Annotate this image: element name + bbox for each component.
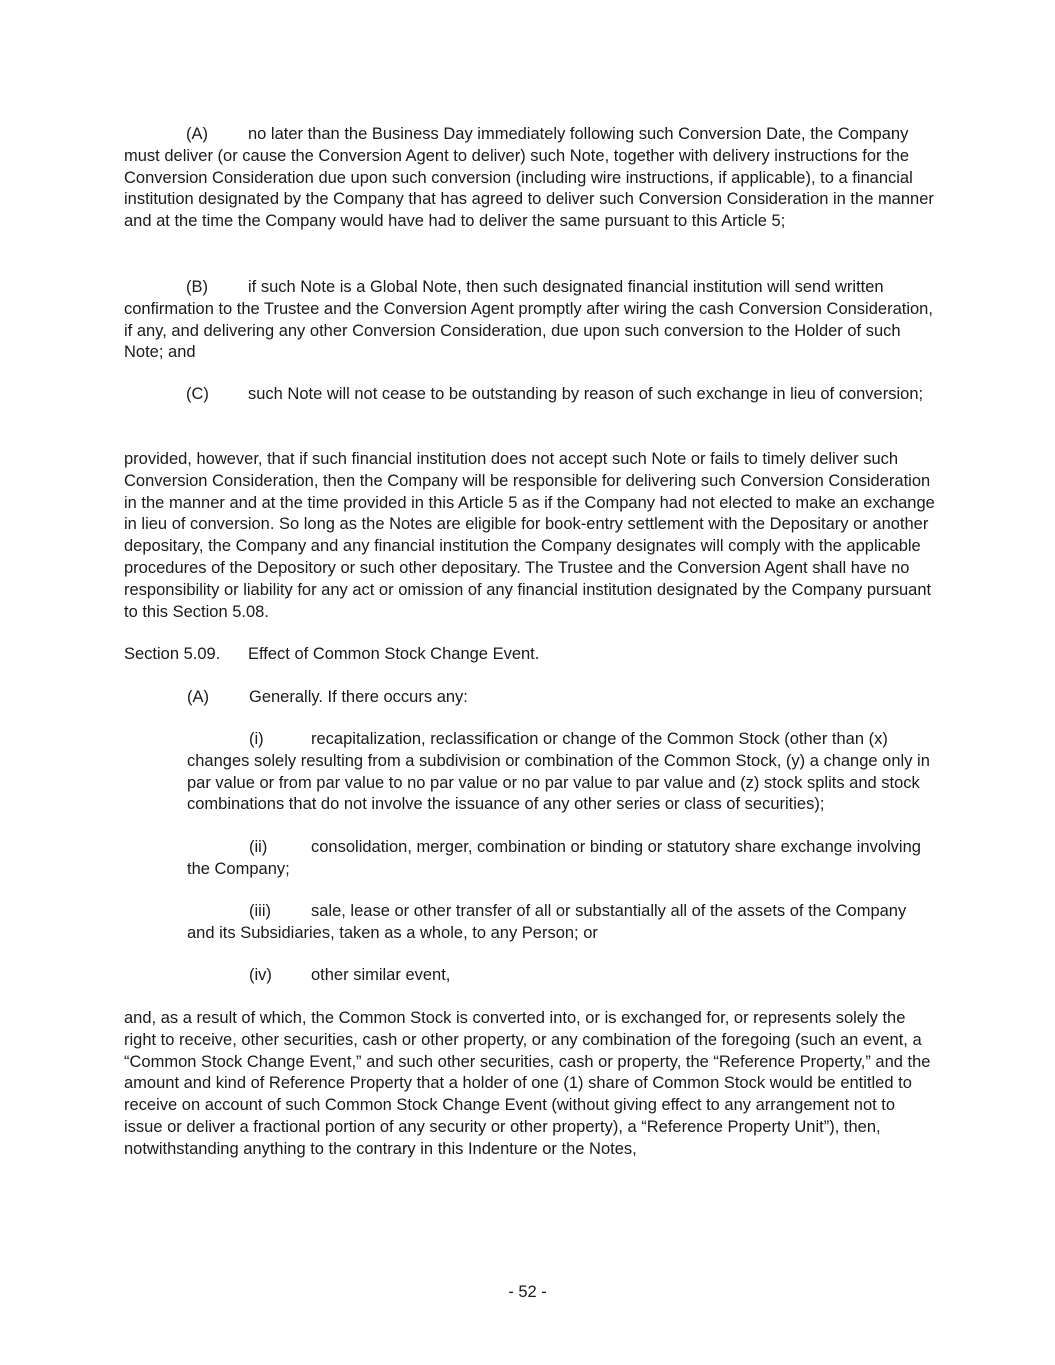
item-iii-label: (iii): [249, 902, 271, 920]
clause-b-paragraph: [124, 277, 936, 364]
page-number: - 52 -: [508, 1283, 547, 1301]
clause-a-label: (A): [186, 125, 208, 143]
item-i-paragraph: [187, 729, 937, 816]
clause-c-label: (C): [186, 385, 209, 403]
clause-a-paragraph: [124, 124, 936, 233]
section-509-number: Section 5.09.: [124, 645, 221, 663]
item-iv-label: (iv): [249, 966, 272, 984]
item-iv-text: other similar event,: [311, 966, 451, 984]
generally-text: Generally. If there occurs any:: [249, 688, 468, 706]
item-ii-label: (ii): [249, 838, 268, 856]
item-iv-paragraph: [187, 965, 937, 987]
clause-c-text: such Note will not cease to be outstanding by reason of such exchange in lieu of conversion;: [248, 385, 924, 403]
section-509-title: Effect of Common Stock Change Event.: [248, 645, 540, 663]
item-ii-text: consolidation, merger, combination or binding or statutory share exchange involving the Company;: [187, 838, 921, 878]
closing-paragraph: and, as a result of which, the Common Stock is converted into, or is exchanged for, or represents solely the right to receive, other securities, cash or other property, or any combination of the foregoing (such an event, a “Common Stock Change Event,” and such other securities, cash or property, the “Reference Property,” and the amount and kind of Reference Property that a holder of one (1) share of Common Stock would be entitled to receive on account of such Common Stock Change Event (without giving effect to any arrangement not to issue or deliver a fractional portion of any security or other property), a “Reference Property Unit”), then, notwithstanding anything to the contrary in this Indenture or the Notes,: [124, 1009, 931, 1158]
section-509-heading: [124, 644, 936, 666]
item-i-label: (i): [249, 730, 264, 748]
item-i-text: recapitalization, reclassification or change of the Common Stock (other than (x) changes solely resulting from a subdivision or combination of the Common Stock, (y) a change only in par value or from par value to no par value or no par value to par value and (z) stock splits and stock combinations that do not involve the issuance of any other series or class of securities);: [187, 730, 930, 814]
item-ii-paragraph: [187, 837, 937, 881]
item-iii-text: sale, lease or other transfer of all or substantially all of the assets of the Company and its Subsidiaries, taken as a whole, to any Person; or: [187, 902, 907, 942]
clause-b-label: (B): [186, 278, 208, 296]
clause-a-text: no later than the Business Day immediately following such Conversion Date, the Company must deliver (or cause the Conversion Agent to deliver) such Note, together with delivery instructions for the Conversion Consideration due upon such conversion (including wire instructions, if applicable), to a financial institution designated by the Company that has agreed to deliver such Conversion Consideration in the manner and at the time the Company would have had to deliver the same pursuant to this Article 5;: [124, 125, 934, 231]
item-iii-paragraph: [187, 901, 937, 945]
proviso-paragraph: provided, however, that if such financial institution does not accept such Note or fails to timely deliver such Conversion Consideration, then the Company will be responsible for delivering such Conversion Consideration in the manner and at the time provided in this Article 5 as if the Company had not elected to make an exchange in lieu of conversion. So long as the Notes are eligible for book-entry settlement with the Depositary or another depositary, the Company and any financial institution the Company designates will comply with the applicable procedures of the Depository or such other depositary. The Trustee and the Conversion Agent shall have no responsibility or liability for any act or omission of any financial institution designated by the Company pursuant to this Section 5.08.: [124, 450, 935, 621]
clause-b-text: if such Note is a Global Note, then such designated financial institution will send written confirmation to the Trustee and the Conversion Agent promptly after wiring the cash Conversion Consideration, if any, and delivering any other Conversion Consideration, due upon such conversion to the Holder of such Note; and: [124, 278, 933, 362]
generally-label: (A): [187, 688, 209, 706]
clause-c-paragraph: [124, 384, 936, 406]
generally-paragraph: [187, 687, 937, 709]
